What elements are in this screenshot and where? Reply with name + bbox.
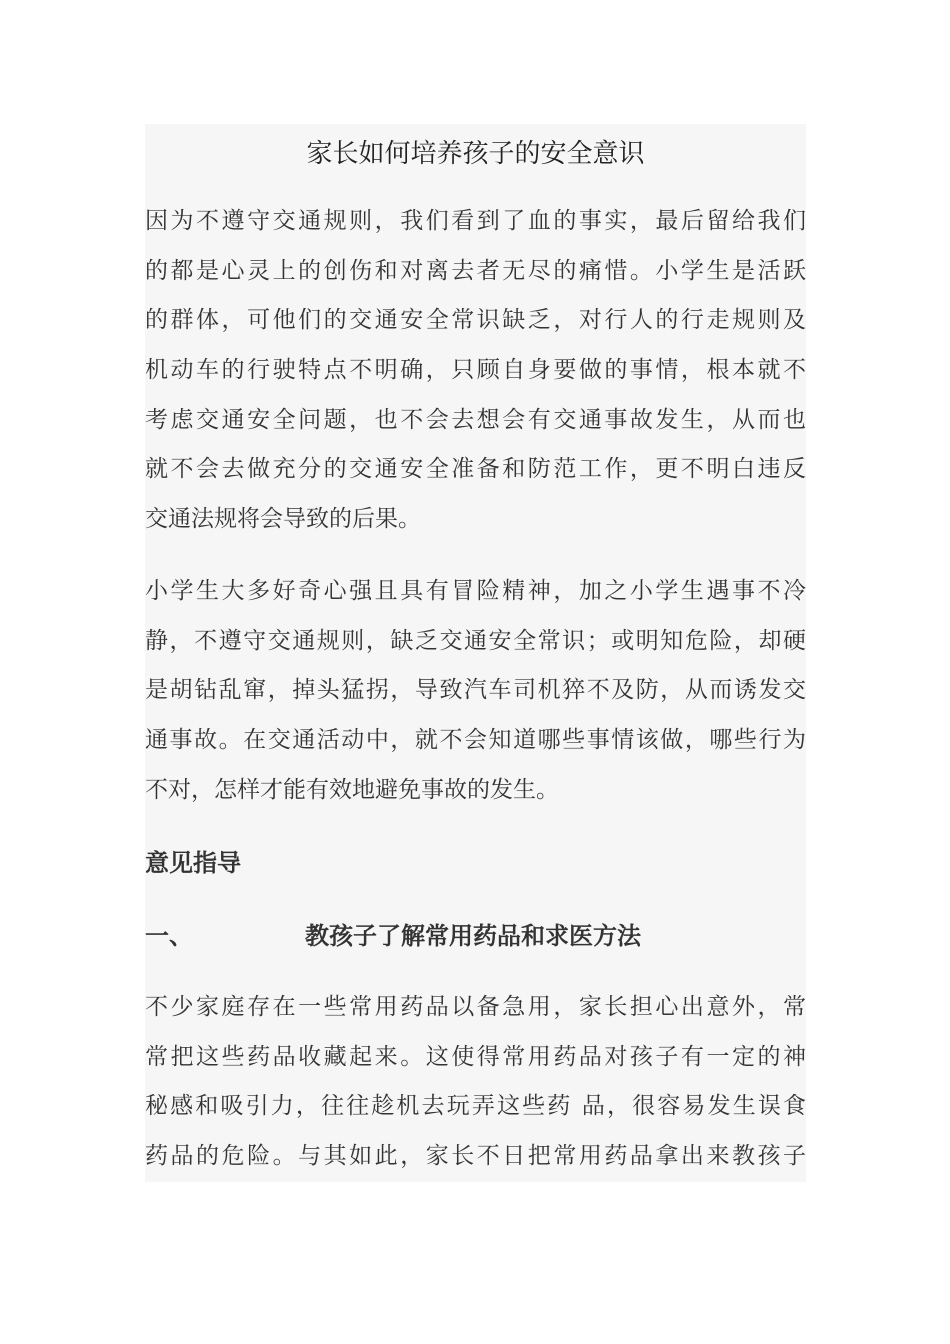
document-page: [145, 124, 806, 1182]
paragraph-line: 就不会去做充分的交通安全准备和防范工作，更不明白违反: [145, 456, 806, 483]
paragraph-line: 交通法规将会导致的后果。: [145, 506, 421, 533]
paragraph-line: 秘感和吸引力，往往趁机去玩弄这些药 品，很容易发生误食: [145, 1093, 806, 1120]
paragraph-line: 不对，怎样才能有效地避免事故的发生。: [145, 776, 559, 803]
paragraph-medicine: [145, 983, 806, 1182]
paragraph-line: 的群体，可他们的交通安全常识缺乏，对行人的行走规则及: [145, 307, 806, 334]
paragraph-line: 静，不遵守交通规则，缺乏交通安全常识；或明知危险，却硬: [145, 627, 806, 654]
paragraph-line: 通事故。在交通活动中，就不会知道哪些事情该做，哪些行为: [145, 727, 806, 754]
subsection-number: 一、: [145, 922, 193, 950]
paragraph-student-behavior: [145, 567, 806, 815]
paragraph-line: 常把这些药品收藏起来。这使得常用药品对孩子有一定的神: [145, 1043, 806, 1070]
paragraph-traffic-facts: [145, 197, 806, 545]
subsection-title: 教孩子了解常用药品和求医方法: [305, 922, 641, 950]
paragraph-line: 的都是心灵上的创伤和对离去者无尽的痛惜。小学生是活跃: [145, 257, 806, 284]
paragraph-line: 药品的危险。与其如此，家长不日把常用药品拿出来教孩子: [145, 1143, 806, 1170]
paragraph-line: 机动车的行驶特点不明确，只顾自身要做的事情，根本就不: [145, 357, 806, 384]
paragraph-line: 不少家庭存在一些常用药品以备急用，家长担心出意外，常: [145, 994, 806, 1020]
paragraph-line: 是胡钻乱窜，掉头猛拐，导致汽车司机猝不及防，从而诱发交: [145, 677, 806, 704]
paragraph-line: 因为不遵守交通规则，我们看到了血的事实，最后留给我们: [145, 208, 806, 234]
document-title: 家长如何培养孩子的安全意识: [306, 139, 645, 169]
section-heading-guidance: 意见指导: [145, 849, 241, 877]
paragraph-line: 小学生大多好奇心强且具有冒险精神，加之小学生遇事不冷: [145, 578, 806, 604]
paragraph-line: 考虑交通安全问题，也不会去想会有交通事故发生，从而也: [145, 406, 806, 433]
